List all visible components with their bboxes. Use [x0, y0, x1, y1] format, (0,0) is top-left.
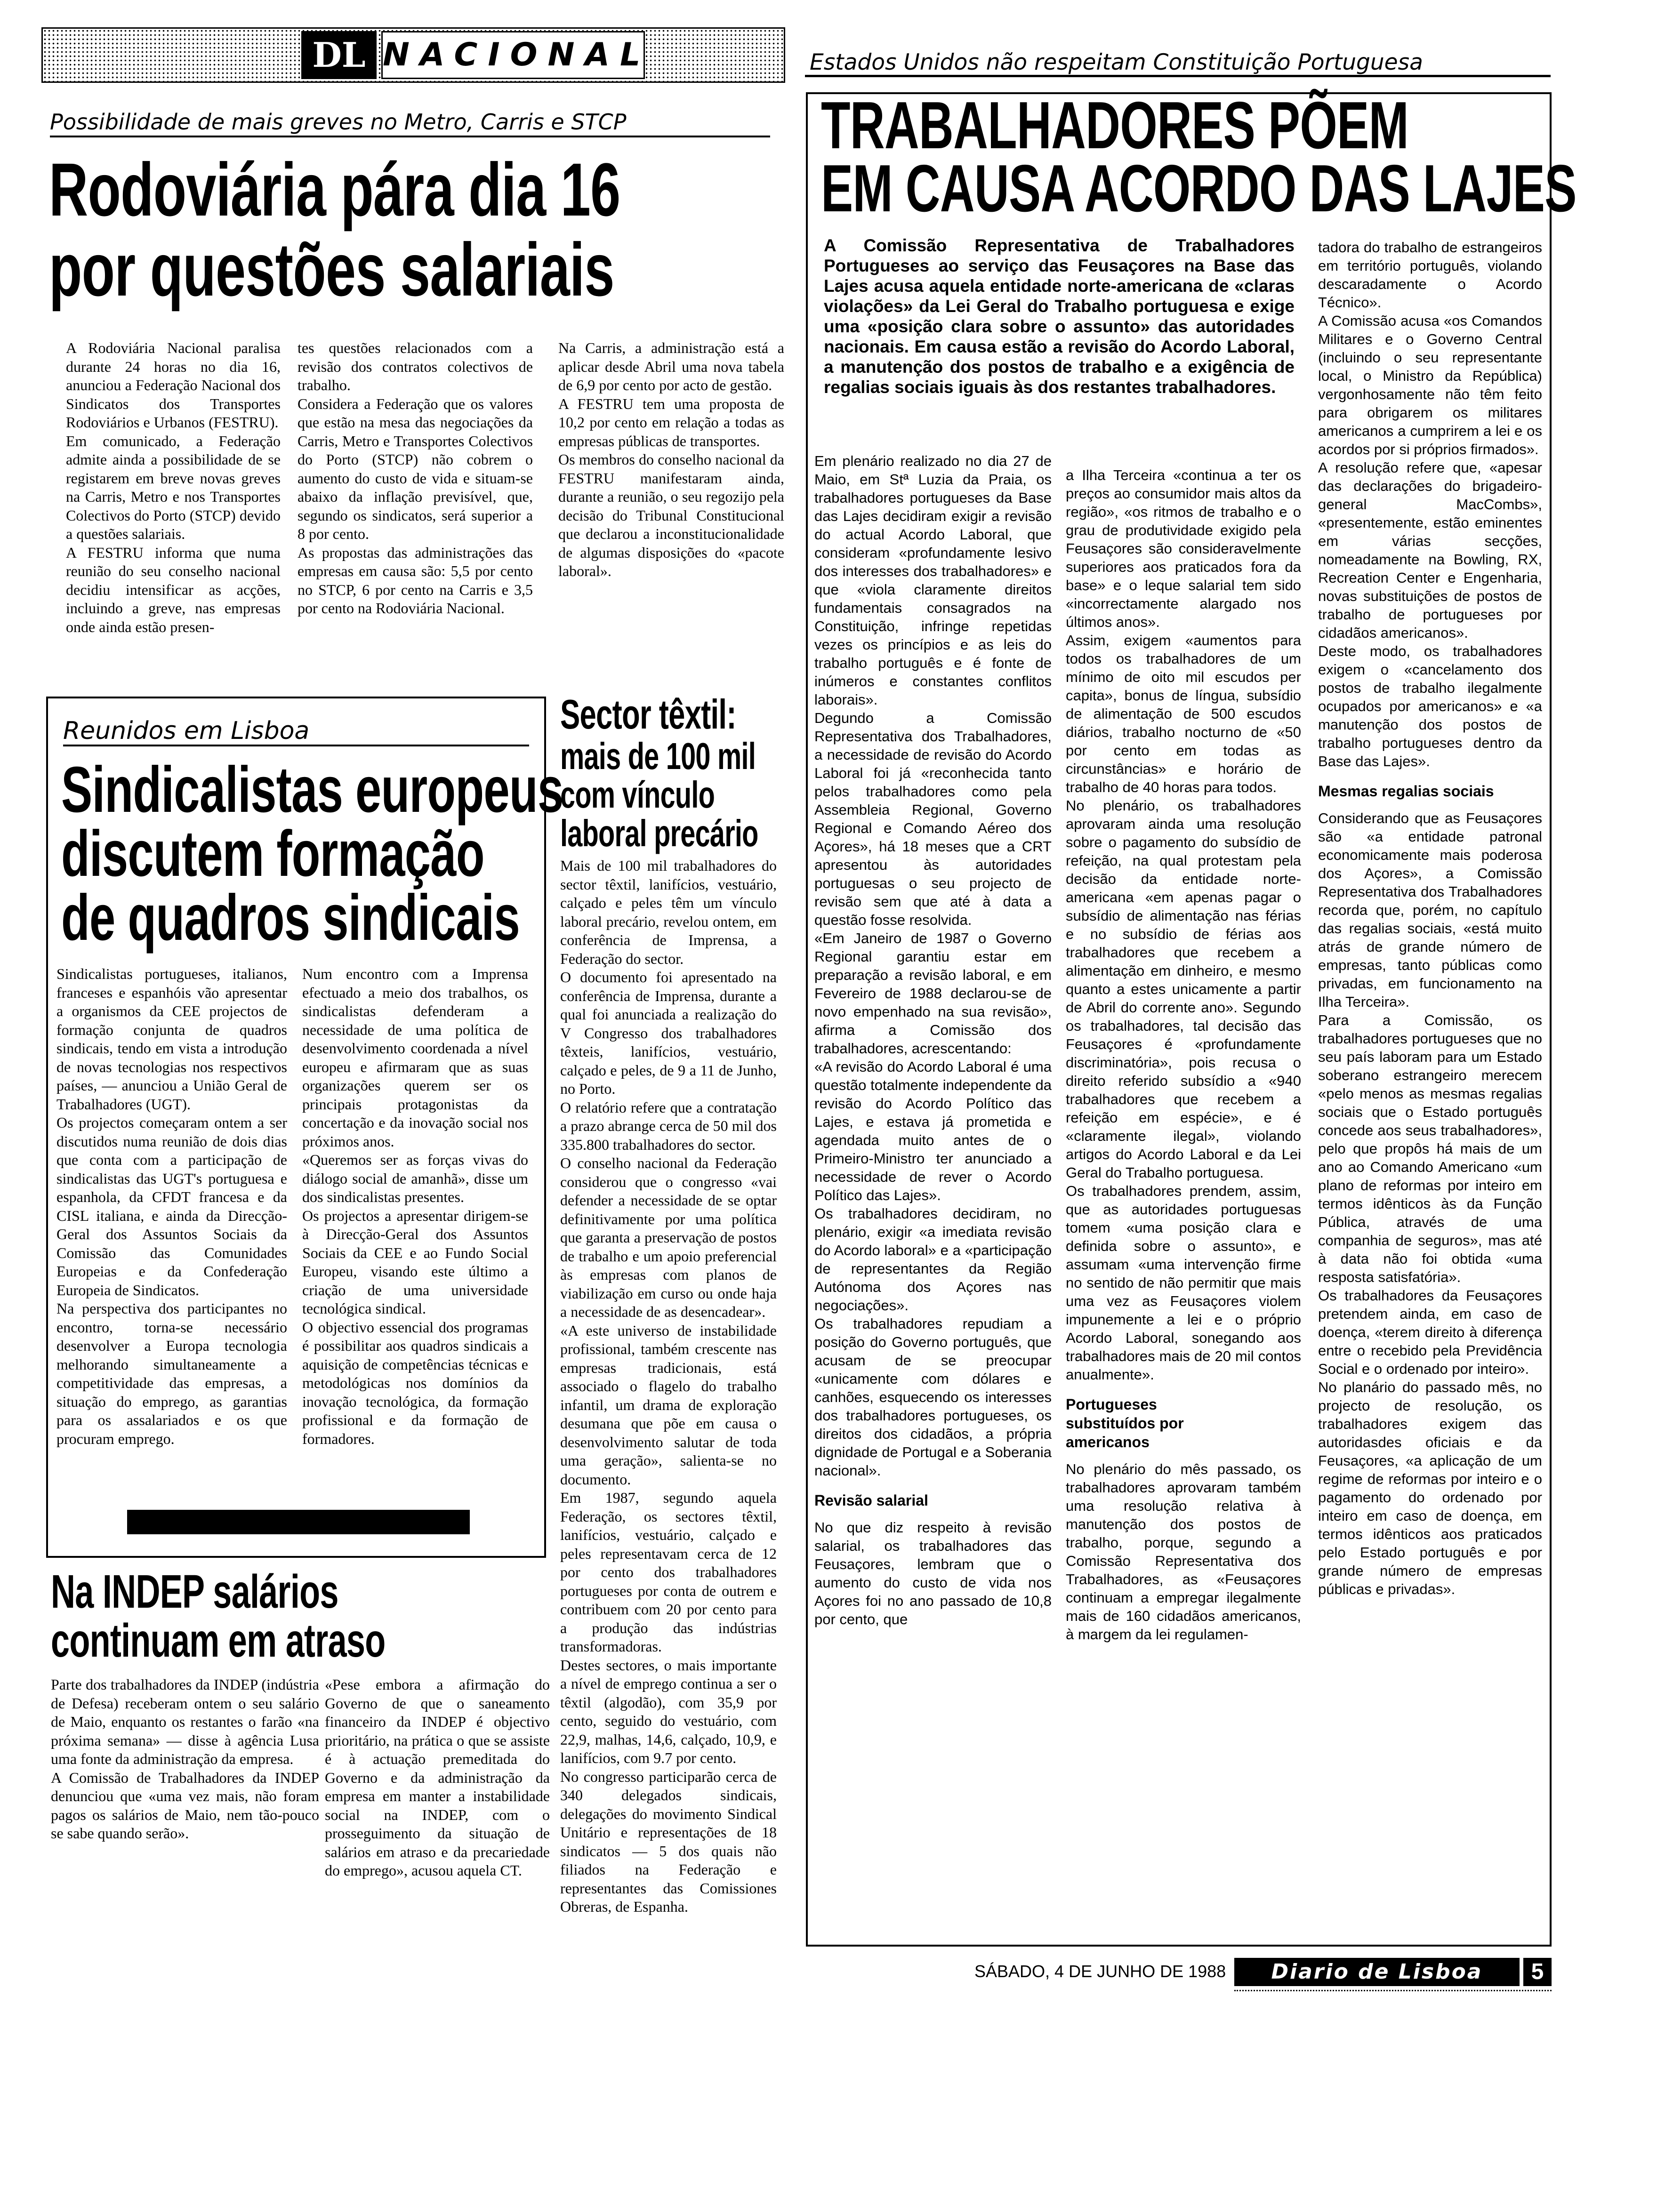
textil-headline — [560, 692, 777, 861]
lajes-col2-end: No plenário do mês passado, os trabalhadores aprovaram também uma resolução relativa à manutenção dos postos de trabalho, porque, segundo a Comissão Representativa dos Trabalhadores, as «Feusaçores continuam a empregar ilegalmente mais de 160 cidadãos americanos, à margem da lei regulamen- — [1066, 1461, 1301, 1643]
rodoviaria-headline-line1: Rodoviária pára dia 16 — [49, 147, 620, 232]
footer-page-number — [1523, 1958, 1552, 1986]
section-label: NACIONAL — [383, 36, 651, 73]
lajes-col3: tadora do trabalho de estrangeiros em território português, violando descaradamente o Acordo Técnico». A Comissão acusa «os Comandos Militares e o Governo Central (incluindo o seu representante local, o Ministro da República) vergonhosamente não têm feito para obrigarem os militares americanos a cumprirem a lei e os acordos por si próprios firmados». A resolução refere que, «apesar das declarações do brigadeiro-general MacCombs», «presentemente, estão eminentes em várias secções, nomeadamente na Bowling, RX, Recreation Center e Engenharia, novas substituições de postos de trabalho de portugueses por cidadãos americanos». Deste modo, os trabalhadores exigem o «cancelamento dos postos de trabalho ilegalmente ocupados por americanos» e «a manutenção dos postos de trabalho portugueses dentro da Base das Lajes». — [1318, 239, 1542, 769]
rodoviaria-headline — [49, 147, 783, 314]
textil-headline-line4: laboral precário — [560, 812, 758, 854]
indep-col1: Parte dos trabalhadores da INDEP (indústria de Defesa) receberam ontem o seu salário de Maio, enquanto os restantes o farão «na próxima semana» — disse à agência Lusa uma fonte da administração da empresa. A Comissão de Trabalhadores da INDEP denunciou que «uma vez mais, não foram pagos os salários de Maio, nem tão-pouco se sabe quando serão». — [51, 1676, 319, 1842]
textil-headline-line3: com vínculo — [560, 774, 715, 816]
logo-box — [301, 31, 377, 79]
textil-body: Mais de 100 mil trabalhadores do sector têxtil, lanifícios, vestuário, calçado e peles têm um vínculo laboral precário, revelou ontem, em conferência de Imprensa, a Federação do sector. O documento foi apresentado na conferência de Imprensa, durante a qual foi anunciada a realização do V Congresso dos trabalhadores têxteis, lanifícios, vestuário, calçado e peles, de 9 a 11 de Junho, no Porto. O relatório refere que a contratação a prazo abrange cerca de 50 mil dos 335.800 trabalhadores do sector. O conselho nacional da Federação considerou que o congresso «vai defender a necessidade de se optar definitivamente por uma política que garanta a preservação de postos de trabalho e um apoio preferencial às empresas com planos de viabilização em curso ou onde haja a necessidade de as desencadear». «A este universo de instabilidade profissional, também crescente nas empresas tradicionais, está associado o flagelo do trabalho infantil, um drama de exploração desumana que põe em causa o desenvolvimento salutar de toda uma geração», salienta-se no documento. Em 1987, segundo aquela Federação, os sectores têxtil, lanifícios, vestuário, calçado e peles representavam cerca de 12 por cento dos trabalhadores portugueses por conta de outrem e contribuem com 20 por cento para a produção das indústrias transformadoras. Destes sectores, o mais importante a nível de emprego continua a ser o têxtil (algodão), com 35,9 por cento, seguido do vestuário, com 22,9, malhas, 14,6, calçado, 10,9, e lanifícios, com 9.7 por cento. No congresso participarão cerca de 340 delegados sindicais, delegações do movimento Sindical Unitário e representações de 18 sindicatos — 5 dos quais não filiados na Federação e representantes das Comissiones Obreras, de Espanha. — [560, 857, 777, 1915]
lajes-headline-line1: TRABALHADORES PÕEM — [821, 88, 1409, 163]
sindicalistas-headline-line2: discutem formação — [61, 817, 484, 890]
textil-headline-line1: Sector têxtil: — [560, 691, 736, 737]
black-rule-bar — [127, 1510, 470, 1534]
sindicalistas-kicker: Reunidos em Lisboa — [63, 718, 529, 746]
lajes-kicker: Estados Unidos não respeitam Constituição Portuguesa — [810, 49, 1423, 75]
indep-headline-line2: continuam em atraso — [51, 1614, 386, 1667]
lajes-col3-end: Considerando que as Feusaçores são «a entidade patronal economicamente mais poderosa dos Açores», a Comissão Representativa dos Trabalhadores recorda que, porém, no capítulo das regalias sociais, «está muito atrás de grande número de empresas, tanto públicas como privadas, em funcionamento na Ilha Terceira». Para a Comissão, os trabalhadores portugueses que no seu país laboram para um Estado soberano estrangeiro merecem «pelo menos as mesmas regalias sociais que o Estado português concede aos seus trabalhadores», pelo que propôs há mais de um ano ao Comando Americano «um plano de reformas por inteiro em termos idênticos às da Função Pública, através de uma companhia de seguros», mas até à data não foi obtida «uma resposta satisfatória». Os trabalhadores da Feusaçores pretendem ainda, em caso de doença, «terem direito à diferença entre o recebido pela Previdência Social e o ordenado por inteiro». No planário do passado mês, no projecto de resolução, os trabalhadores exigem das autoridasdes oficiais e da Feusaçores, «a aplicação de um regime de reformas por inteiro e o pagamento do ordenado por inteiro em caso de doença, em termos idênticos aos praticados pelo Estado português e por grande número de empresas públicas e privadas». — [1318, 810, 1542, 1597]
rodoviaria-col1: A Rodoviária Nacional paralisa durante 24 horas no dia 16, anunciou a Federação Nacional dos Sindicatos dos Transportes Rodoviários e Urbanos (FESTRU). Em comunicado, a Federação admite ainda a possibilidade de se registarem em breve novas greves na Carris, Metro e nos Transportes Colectivos do Porto (STCP) devido a questões salariais. A FESTRU informa que numa reunião do seu conselho nacional decidiu intensificar as acções, incluindo a greve, nas empresas onde ainda estão presen- — [66, 339, 281, 635]
textil-headline-line2: mais de 100 mil — [560, 735, 756, 777]
lajes-col1-wrap — [814, 452, 1052, 1939]
indep-headline-line1: Na INDEP salários — [51, 1565, 338, 1618]
lajes-col1-end: No que diz respeito à revisão salarial, os trabalhadores das Feusaçores, lembram que o aumento do custo de vida nos Açores foi no ano passado de 10,8 por cento, que — [814, 1519, 1052, 1627]
footer-masthead — [1234, 1958, 1520, 1986]
lajes-headline — [821, 88, 1577, 235]
sindicalistas-headline-line3: de quadros sindicais — [61, 882, 520, 954]
lajes-col2-wrap — [1066, 466, 1301, 1939]
lajes-headline-line2: EM CAUSA ACORDO DAS LAJES — [821, 151, 1577, 226]
rodoviaria-kicker: Possibilidade de mais greves no Metro, Carris e STCP — [50, 109, 770, 137]
sindicalistas-headline-line1: Sindicalistas europeus — [61, 753, 563, 826]
lajes-col2: a Ilha Terceira «continua a ter os preços ao consumidor mais altos da região», «os ritmos de trabalho e o grau de produtividade exigido pela Feusaçores são consideravelmente superiores aos praticados fora da base» e o leque salarial tem sido «incorrectamente alargado nos últimos anos». Assim, exigem «aumentos para todos os trabalhadores de um mínimo de oito mil escudos per capita», bonus de língua, subsídio de alimentação de 500 escudos diários, trabalho nocturno de «50 por cento em todas as circunstâncias» e horário de trabalho de 40 horas para todos. No plenário, os trabalhadores aprovaram ainda uma resolução sobre o pagamento do subsídio de refeição, na qual protestam pela decisão da entidade norte-americana «em apenas pagar o subsídio de alimentação nas férias e no subsídio de férias aos trabalhadores que recebem a alimentação em dinheiro, e mesmo quanto a estes unicamente a partir de Abril do corrente ano». Segundo os trabalhadores, tal decisão das Feusaçores é «profundamente discriminatória», pois recusa o direito referido subsídio a «940 trabalhadores que recebem a refeição em espécie», e é «claramente ilegal», violando artigos do Acordo Laboral e da Lei Geral do Trabalho portuguesa. Os trabalhadores prendem, assim, que as autoridades portuguesas tomem «uma posição clara e definida sobre o assunto», e assumam «uma intervenção firme no sentido de não permitir que mais uma vez as Feusaçores violem impunemente a lei e o próprio Acordo Laboral, sonegando aos trabalhadores mais de 20 mil contos anualmente». — [1066, 467, 1301, 1383]
indep-col2: «Pese embora a afirmação do Governo de que o saneamento financeiro da INDEP é objectivo prioritário, na prática o que se assiste é à actuação premeditada do Governo e da administração da empresa em manter a instabilidade social na INDEP, com o prosseguimento da situação de salários em atraso e da precariedade do emprego», acusou aquela CT. — [325, 1676, 550, 1879]
footer-rule — [1234, 1990, 1552, 1992]
sindicalistas-headline — [61, 753, 563, 955]
lajes-col3-wrap — [1318, 238, 1542, 1942]
footer-masthead-text: Diario de Lisboa — [1271, 1960, 1483, 1984]
footer-page-number-text: 5 — [1531, 1959, 1544, 1984]
sindicalistas-col1: Sindicalistas portugueses, italianos, franceses e espanhóis vão apresentar a organismos da CEE projectos de formação conjunta de quadros sindicais, tendo em vista a introdução de novas tecnologias nos respectivos países, — anunciou a União Geral de Trabalhadores (UGT). Os projectos começaram ontem a ser discutidos numa reunião de dois dias que conta com a participação de sindicalistas das UGT's portuguesa e espanhola, da CFDT francesa e da CISL italiana, e ainda da Direcção-Geral dos Assuntos Sociais da Comissão das Comunidades Europeias e da Confederação Europeia de Sindicatos. Na perspectiva dos participantes no encontro, torna-se necessário desenvolver a Europa tecnologia melhorando simultaneamente a competitividade das empresas, a situação do emprego, as garantias para os assalariados e os que procuram emprego. — [56, 965, 287, 1447]
rodoviaria-col2: tes questões relacionados com a revisão dos contratos colectivos de trabalho. Considera a Federação que os valores que estão na mesa das negociações da Carris, Metro e Transportes Colectivos do Porto (STCP) não cobrem o aumento do custo de vida e situam-se abaixo da inflação previsível, que, segundo os sindicatos, será superior a 8 por cento. As propostas das administrações das empresas em causa são: 5,5 por cento no STCP, 6 por cento na Carris e 3,5 por cento na Rodoviária Nacional. — [298, 339, 533, 617]
sindicalistas-col2: Num encontro com a Imprensa efectuado a meio dos trabalhos, os sindicalistas defenderam a necessidade de uma política de desenvolvimento coordenada a nível europeu e afirmaram que as suas organizações querem ser os principais protagonistas da concertação e da inovação social nos próximos anos. «Queremos ser as forças vivas do diálogo social de amanhã», disse um dos sindicalistas presentes. Os projectos a apresentar dirigem-se à Direcção-Geral dos Assuntos Sociais da CEE e ao Fundo Social Europeu, visando este último a criação de uma universidade tecnológica sindical. O objectivo essencial dos programas é possibilitar aos quadros sindicais a aquisição de competências técnicas e metodológicas nos domínios da inovação tecnológica, da formação profissional e da formação de formadores. — [302, 965, 528, 1447]
indep-headline — [51, 1567, 550, 1666]
lajes-subhead-regalias: Mesmas regalias sociais — [1318, 783, 1494, 800]
footer-date: SÁBADO, 4 DE JUNHO DE 1988 — [974, 1962, 1226, 1981]
lajes-subhead-revisao: Revisão salarial — [814, 1492, 928, 1509]
logo-text: DL — [312, 35, 366, 75]
rodoviaria-headline-line2: por questões salariais — [49, 227, 614, 312]
section-label-box — [381, 31, 651, 79]
lajes-subhead-portugueses: Portugueses substituídos por americanos — [1066, 1396, 1184, 1451]
lajes-col1: Em plenário realizado no dia 27 de Maio, em Stª Luzia da Praia, os trabalhadores portugueses da Base das Lajes decidiram exigir a revisão do actual Acordo Laboral, que consideram «profundamente lesivo dos interesses dos trabalhadores» e que «viola claramente direitos fundamentais consagrados na Constituição, infringe repetidas vezes os princípios e as leis do trabalho português e é fonte de inúmeros e constantes conflitos laborais». Degundo a Comissão Representativa dos Trabalhadores, a necessidade de revisão do Acordo Laboral foi já «reconhecida tanto pelos trabalhadores como pela Assembleia Regional, Governo Regional e Comando Aéreo dos Açores», há 18 meses que a CRT apresentou às autoridades portuguesas o seu projecto de revisão sem que até à data a questão fosse resolvida. «Em Janeiro de 1987 o Governo Regional garantiu estar em preparação a revisão laboral, e em Fevereiro de 1988 declarou-se de novo empenhado na sua revisão», afirma a Comissão dos trabalhadores, acrescentando: «A revisão do Acordo Laboral é uma questão totalmente independente da revisão do Acordo Político das Lajes, e estava já prometida e agendada muito antes de o Primeiro-Ministro ter anunciado a necessidade de rever o Acordo Político das Lajes». Os trabalhadores decidiram, no plenário, exigir «a imediata revisão do Acordo laboral» e a «participação de representantes da Região Autónoma dos Açores nas negociações». Os trabalhadores repudiam a posição do Governo português, que acusam de se preocupar «unicamente com dólares e canhões, esquecendo os interesses dos trabalhadores portugueses, os direitos dos cidadãos, a própria dignidade de Portugal e a Soberania nacional». — [814, 453, 1052, 1479]
rodoviaria-col3: Na Carris, a administração está a aplicar desde Abril uma nova tabela de 6,9 por cento por acto de gestão. A FESTRU tem uma proposta de 10,2 por cento em relação a todas as empresas públicas de transportes. Os membros do conselho nacional da FESTRU manifestaram ainda, durante a reunião, o seu regozijo pela decisão do Tribunal Constitucional que declarou a inconstitucionalidade de algumas disposições do «pacote laboral». — [558, 339, 784, 579]
lajes-lead: A Comissão Representativa de Trabalhadores Portugueses ao serviço das Feusaçores na Base das Lajes acusa aquela entidade norte-americana de «claras violações» da Lei Geral do Trabalho portuguesa e exige uma «posição clara sobre o assunto» das autoridades nacionais. Em causa estão a revisão do Acordo Laboral, a manutenção dos postos de trabalho e a exigência de regalias sociais iguais às dos restantes trabalhadores. — [824, 236, 1295, 397]
